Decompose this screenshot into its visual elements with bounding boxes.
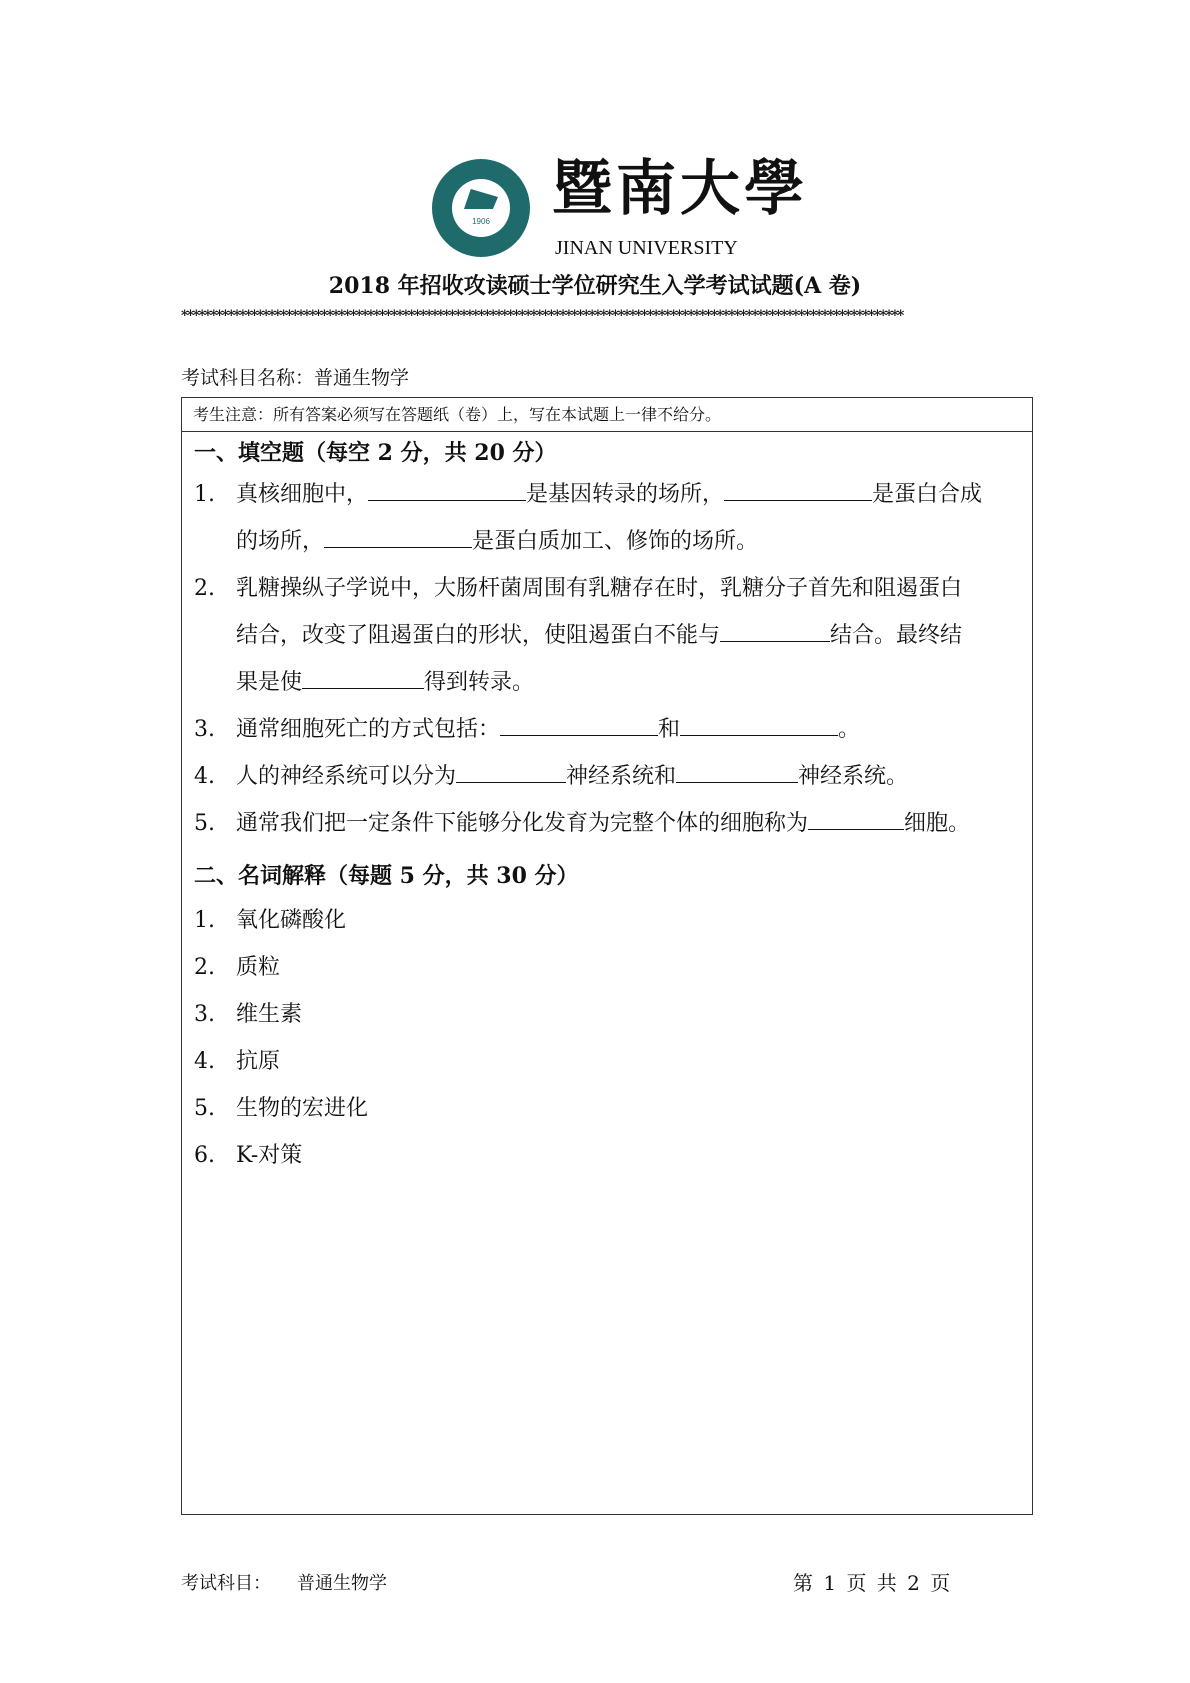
term-item	[194, 1094, 368, 1124]
question-1	[194, 480, 982, 510]
term-text: 维生素	[236, 1002, 303, 1027]
q-text: 是蛋白合成	[872, 482, 983, 507]
question-5	[194, 809, 970, 839]
subject-name: 考试科目名称：普通生物学	[181, 367, 410, 389]
q-text: 结合，改变了阻遏蛋白的形状，使阻遏蛋白不能与	[236, 623, 721, 648]
q-num: 4.	[194, 764, 215, 789]
term-text: K-对策	[236, 1143, 303, 1168]
term-item	[194, 953, 280, 983]
section-2-heading: 二、名词解释（每题 5 分，共 30 分）	[194, 863, 579, 889]
q-text: 是基因转录的场所，	[526, 482, 725, 507]
notice: 考生注意：所有答案必须写在答题纸（卷）上，写在本试题上一律不给分。	[182, 398, 1032, 432]
blank	[456, 781, 566, 783]
q-num: 1.	[194, 908, 215, 933]
term-text: 抗原	[236, 1049, 281, 1074]
question-2	[194, 574, 962, 604]
q-text: 的场所，	[236, 529, 325, 554]
question-3	[194, 715, 860, 745]
q-text: 神经系统。	[798, 764, 909, 789]
term-text: 氧化磷酸化	[236, 908, 347, 933]
blank	[676, 781, 798, 783]
logo-chinese-name: 暨南大學	[552, 154, 808, 224]
blank	[324, 546, 472, 548]
q-text: 通常细胞死亡的方式包括：	[236, 717, 501, 742]
q-text: 结合。最终结	[830, 623, 963, 648]
q-text: 果是使	[236, 670, 303, 695]
question-1-cont	[236, 527, 758, 557]
term-item	[194, 1047, 280, 1077]
q-text: 通常我们把一定条件下能够分化发育为完整个体的细胞称为	[236, 811, 809, 836]
q-text: 乳糖操纵子学说中，大肠杆菌周围有乳糖存在时，乳糖分子首先和阻遏蛋白	[236, 576, 963, 601]
university-seal-logo	[432, 159, 530, 257]
term-item	[194, 906, 346, 936]
q-num: 2.	[194, 576, 215, 601]
star-divider: ****************************************************************************************************************************	[181, 308, 903, 324]
q-num: 3.	[194, 1002, 215, 1027]
q-text: 。	[838, 717, 861, 742]
question-box	[181, 397, 1033, 1515]
q-text: 人的神经系统可以分为	[236, 764, 457, 789]
q-text: 和	[658, 717, 681, 742]
q-num: 2.	[194, 955, 215, 980]
q-num: 5.	[194, 1096, 215, 1121]
section-1-heading: 一、填空题（每空 2 分，共 20 分）	[194, 440, 557, 466]
blank	[368, 499, 526, 501]
question-2-cont2	[236, 668, 534, 698]
question-2-cont	[236, 621, 962, 651]
q-num: 6.	[194, 1143, 215, 1168]
term-text: 生物的宏进化	[236, 1096, 369, 1121]
q-num: 5.	[194, 811, 215, 836]
blank	[808, 828, 904, 830]
page-number: 第 1 页 共 2 页	[793, 1571, 951, 1595]
q-num: 4.	[194, 1049, 215, 1074]
blank	[680, 734, 838, 736]
q-text: 真核细胞中，	[236, 482, 369, 507]
q-text: 是蛋白质加工、修饰的场所。	[472, 529, 759, 554]
blank	[500, 734, 658, 736]
term-text: 质粒	[236, 955, 281, 980]
question-4	[194, 762, 908, 792]
footer-label: 考试科目：	[181, 1573, 271, 1594]
footer-subject-value: 普通生物学	[297, 1573, 387, 1594]
exam-title: 2018 年招收攻读硕士学位研究生入学考试试题(A 卷)	[328, 273, 862, 299]
logo-year: 1906	[472, 217, 490, 226]
term-item	[194, 1000, 302, 1030]
q-text: 细胞。	[904, 811, 971, 836]
q-text: 神经系统和	[566, 764, 677, 789]
blank	[302, 687, 424, 689]
q-text: 得到转录。	[424, 670, 535, 695]
blank	[720, 640, 830, 642]
term-item	[194, 1141, 302, 1171]
logo-english-name: JINAN UNIVERSITY	[555, 237, 738, 259]
q-num: 3.	[194, 717, 215, 742]
q-num: 1.	[194, 482, 215, 507]
footer-subject	[181, 1572, 387, 1596]
blank	[724, 499, 872, 501]
